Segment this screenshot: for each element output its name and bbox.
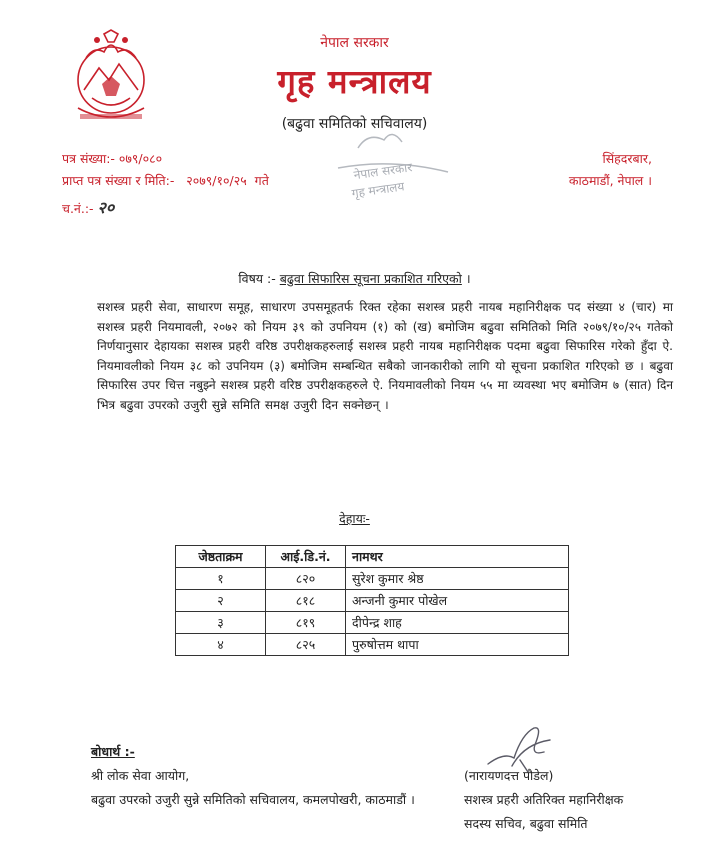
notice-body: सशस्त्र प्रहरी सेवा, साधारण समूह, साधारण उपसमूहतर्फ रिक्त रहेका सशस्त्र प्रहरी नायब महानिरीक्षक पद संख्या ४ (चार) मा सशस्त्र प्रहरी नियमावली, २०७२ को नियम ३९ को उपनियम (१) को (ख) बमोजिम बढुवा समितिको मिति २०७९/१०/२५ गतेको निर्णयानुसार देहायका सशस्त्र प्रहरी वरिष्ठ उपरीक्षकहरुलाई सशस्त्र प्रहरी नायब महानिरीक्षक पदमा बढुवा सिफारिस गरेको हुँदा ऐ. नियमावलीको नियम ३८ को उपनियम (३) बमोजिम सम्बन्धित सबैको जानकारीको लागि यो सूचना प्रकाशित गरिएको छ । बढुवा सिफारिस उपर चित्त नबुझ्ने सशस्त्र प्रहरी वरिष्ठ उपरीक्षकहरुले ऐ. नियमावलीको नियम ५५ मा व्यवस्था भए बमोजिम ७ (सात) दिन भित्र बढुवा उपरको उजुरी सुन्ने समिति समक्ष उजुरी दिन सक्नेछन् ।	[97, 300, 673, 412]
id-cell: ८२०	[266, 568, 346, 590]
subject-end: ।	[461, 271, 471, 286]
official-stamp	[328, 128, 456, 200]
secretariat-subtitle: (बढुवा समितिको सचिवालय)	[281, 116, 428, 132]
subject-text: बढुवा सिफारिस सूचना प्रकाशित गरिएको	[279, 271, 462, 286]
id-cell: ८१९	[266, 612, 346, 634]
ministry-title: गृह मन्त्रालय	[277, 62, 432, 101]
recipient-1: श्री लोक सेवा आयोग,	[91, 768, 190, 783]
signatory-name: (नारायणदत्त पौडेल)	[464, 768, 554, 783]
name-cell: पुरुषोत्तम थापा	[346, 634, 569, 656]
table-row	[176, 612, 569, 634]
seniority-cell: ४	[176, 634, 266, 656]
table-header-row	[176, 546, 569, 568]
name-cell: सुरेश कुमार श्रेष्ठ	[346, 568, 569, 590]
signatory-title: सशस्त्र प्रहरी अतिरिक्त महानिरीक्षक	[464, 792, 624, 807]
id-header: आई.डि.नं.	[266, 546, 346, 568]
svg-text:नेपाल सरकार: नेपाल सरकार	[352, 160, 414, 183]
name-header: नामथर	[346, 546, 569, 568]
recipient-2: बढुवा उपरको उजुरी सुन्ने समितिको सचिवालय, कमलपोखरी, काठमाडौं ।	[91, 792, 415, 807]
bodhart-label: बोधार्थ :-	[91, 744, 135, 759]
subject-label: विषय :-	[238, 271, 280, 286]
seniority-header: जेष्ठताक्रम	[176, 546, 266, 568]
signatory-role: सदस्य सचिव, बढुवा समिति	[464, 816, 588, 831]
svg-text:गृह मन्त्रालय: गृह मन्त्रालय	[350, 179, 406, 200]
table-row	[176, 634, 569, 656]
table-row	[176, 568, 569, 590]
place-line-1: सिंहदरबार,	[602, 151, 652, 166]
table-row	[176, 590, 569, 612]
dispatch-number	[62, 196, 114, 218]
subject-line	[0, 270, 709, 287]
promotion-table	[175, 545, 569, 656]
received-letter-info: प्राप्त पत्र संख्या र मिति:- २०७९/१०/२५ गते	[62, 173, 269, 188]
name-cell: दीपेन्द्र शाह	[346, 612, 569, 634]
seniority-cell: ३	[176, 612, 266, 634]
dispatch-number-value: २०	[97, 198, 115, 217]
seniority-cell: २	[176, 590, 266, 612]
place-line-2: काठमाडौं, नेपाल ।	[568, 173, 652, 188]
id-cell: ८१८	[266, 590, 346, 612]
name-cell: अन्जनी कुमार पोखेल	[346, 590, 569, 612]
dispatch-number-label: च.नं.:-	[62, 201, 94, 216]
seniority-cell: १	[176, 568, 266, 590]
dehay-heading: देहायः-	[339, 511, 370, 526]
id-cell: ८२५	[266, 634, 346, 656]
government-name: नेपाल सरकार	[320, 35, 389, 51]
letter-number: पत्र संख्या:- ०७९/०८०	[62, 151, 163, 166]
